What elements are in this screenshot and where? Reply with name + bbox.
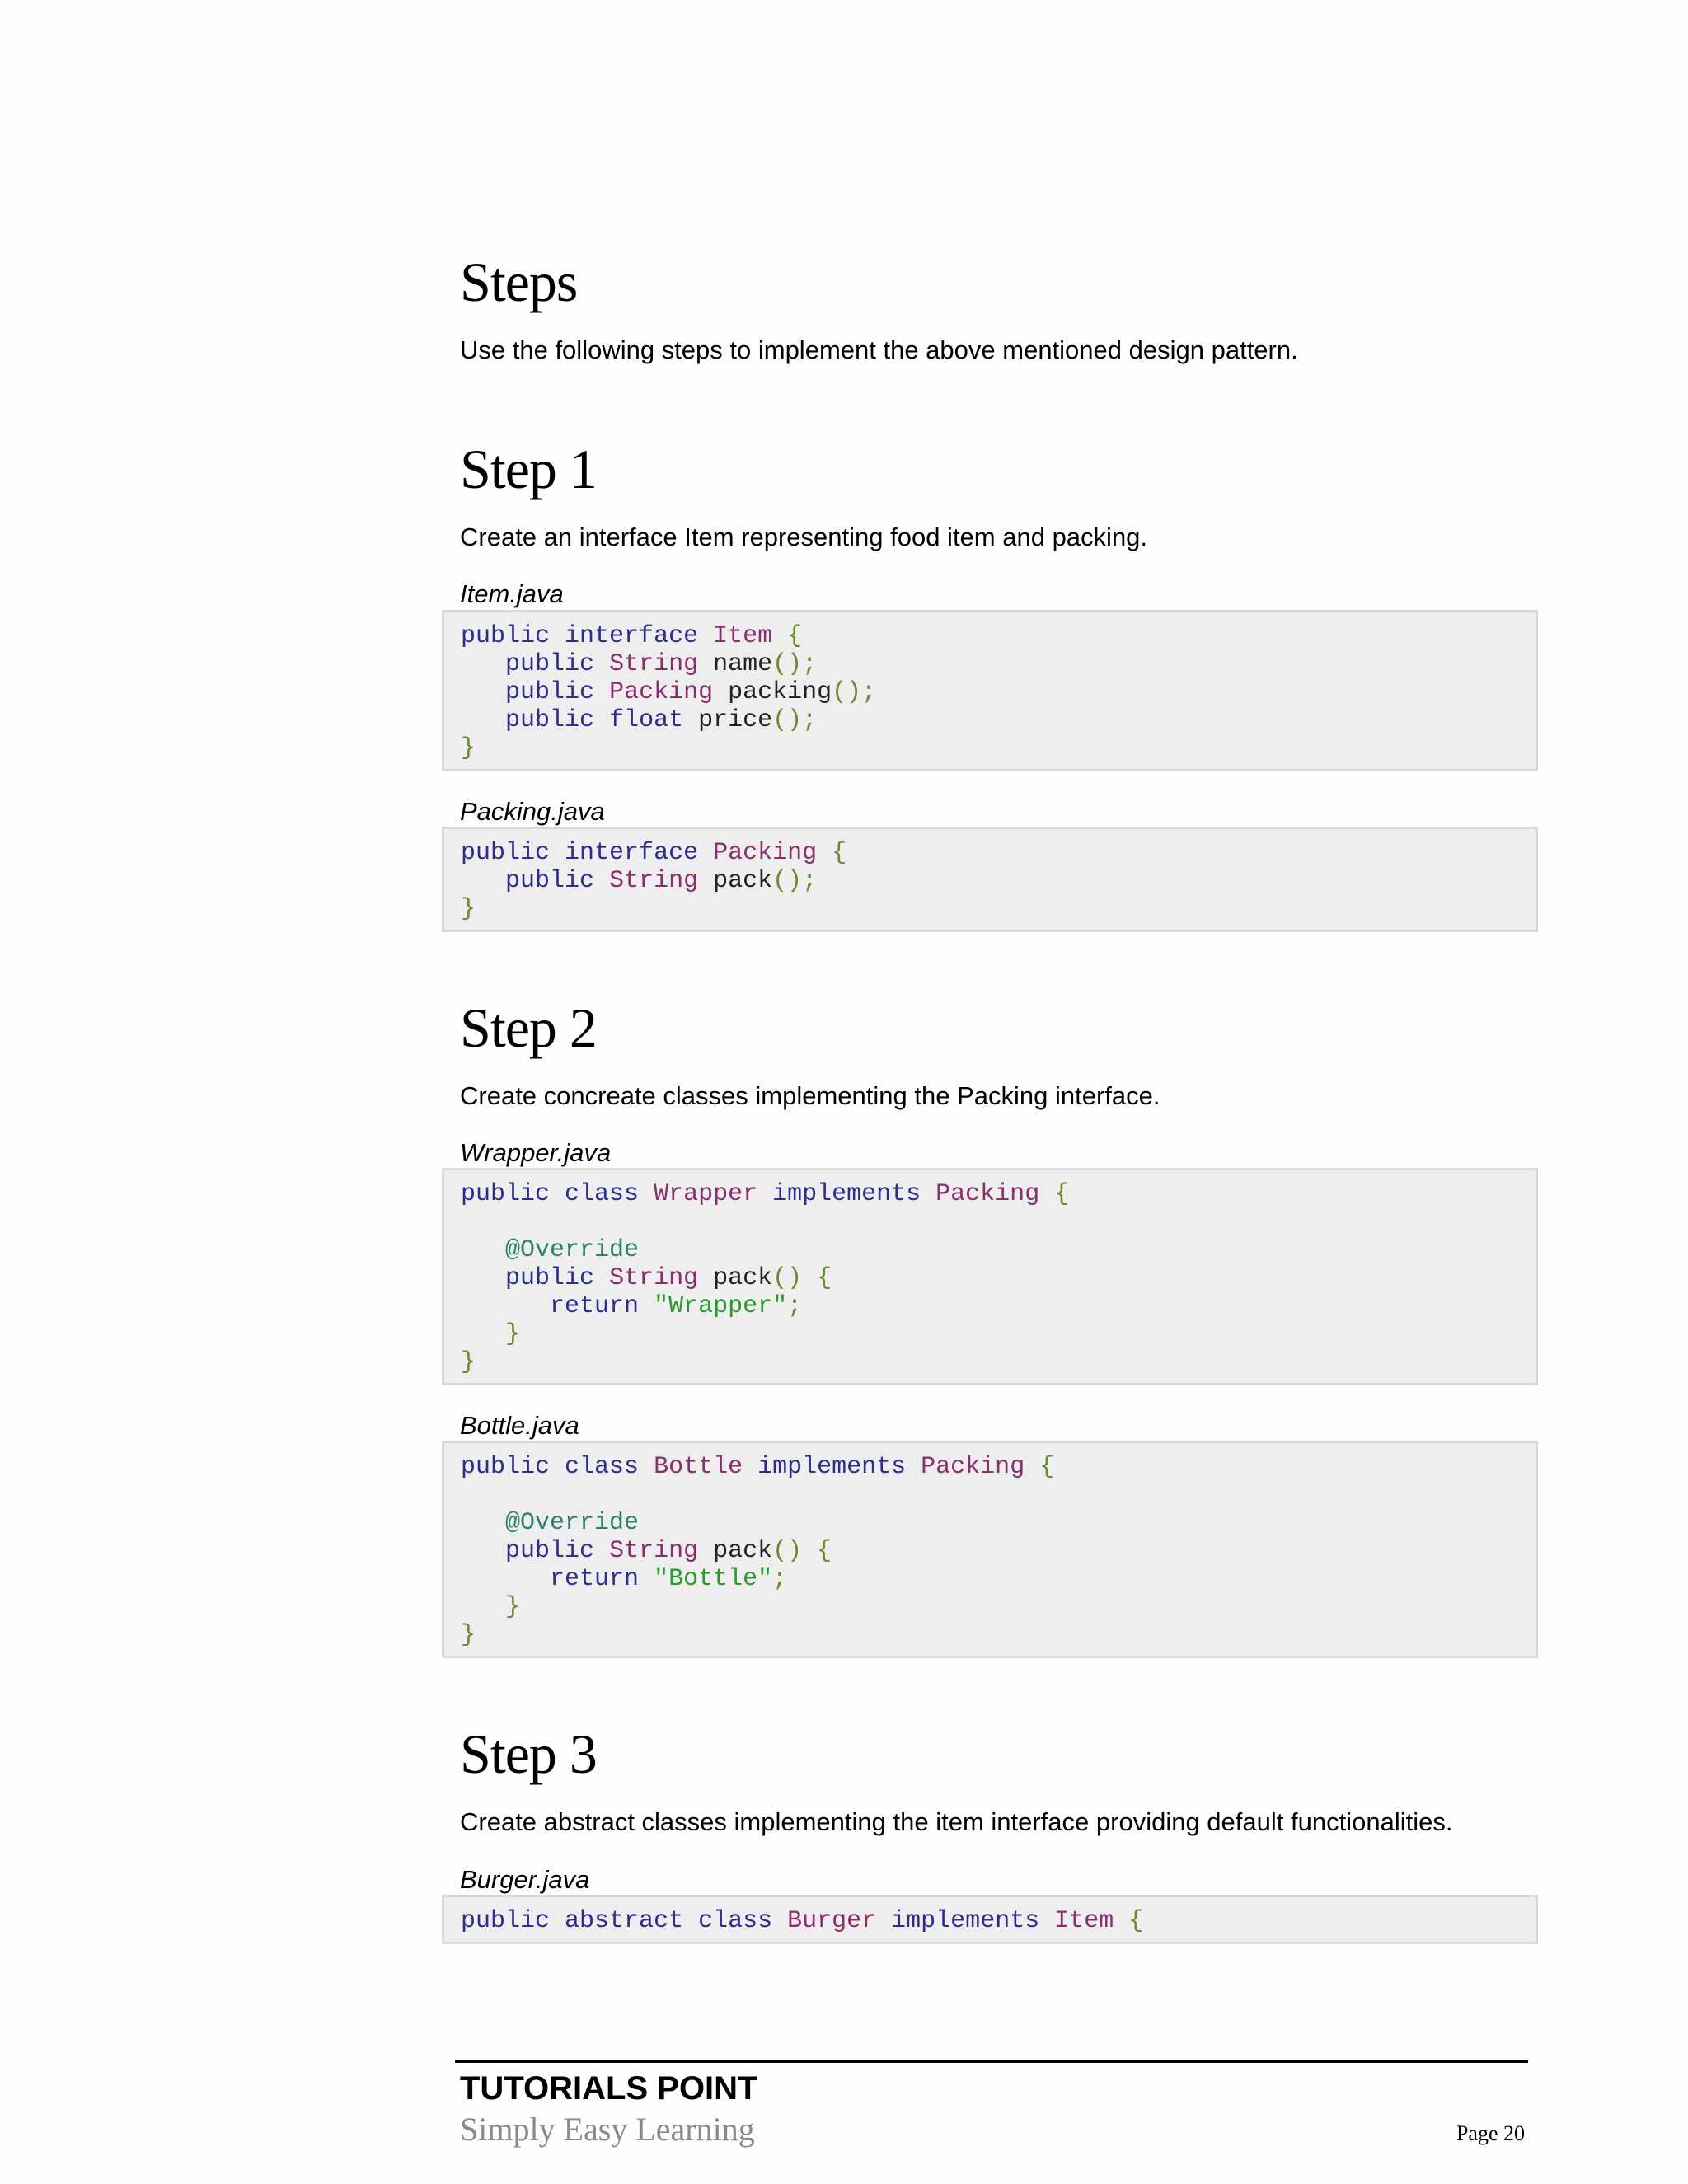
section-desc-step2: Create concreate classes implementing the Packing interface. <box>460 1080 1160 1110</box>
code-block <box>442 827 1538 932</box>
file-name: Item.java <box>460 579 564 609</box>
code-line: } <box>461 1348 476 1377</box>
section-title-step2: Step 2 <box>460 996 597 1059</box>
content <box>460 239 1540 1944</box>
code-line: public String name(); <box>505 649 818 678</box>
footer-tagline: Simply Easy Learning <box>460 2111 755 2148</box>
code-line: public String pack() { <box>505 1264 832 1293</box>
code-block <box>442 610 1538 771</box>
code-line: @Override <box>505 1236 640 1265</box>
code-line: public String pack(); <box>505 866 818 895</box>
code-line: public interface Item { <box>461 621 803 650</box>
code-line <box>461 1208 1519 1236</box>
section-desc-step1: Create an interface Item representing food item and packing. <box>460 523 1148 552</box>
code-line: } <box>461 733 476 762</box>
file-name: Wrapper.java <box>460 1137 612 1167</box>
footer-brand: TUTORIALS POINT <box>460 2070 758 2107</box>
code-line: public class Bottle implements Packing { <box>461 1453 1055 1482</box>
section-title-step3: Step 3 <box>460 1722 597 1786</box>
code-line <box>461 1481 1519 1509</box>
section-title-steps: Steps <box>460 251 578 313</box>
section-title-step1: Step 1 <box>460 438 597 501</box>
code-block <box>442 1895 1538 1944</box>
code-line: return "Bottle"; <box>550 1565 788 1594</box>
code-line: public class Wrapper implements Packing { <box>461 1180 1070 1209</box>
code-line: @Override <box>505 1509 640 1538</box>
code-line: public String pack() { <box>505 1537 832 1566</box>
code-line: public interface Packing { <box>461 838 847 867</box>
code-line: } <box>505 1320 521 1349</box>
file-name: Burger.java <box>460 1864 590 1894</box>
code-block <box>442 1441 1538 1658</box>
code-line: } <box>461 1621 476 1650</box>
code-line: return "Wrapper"; <box>550 1292 803 1321</box>
code-block <box>442 1168 1538 1385</box>
file-name: Bottle.java <box>460 1411 579 1441</box>
section-desc-step3: Create abstract classes implementing the item interface providing default functionalities. <box>460 1807 1453 1837</box>
page-number: Page 20 <box>1456 2121 1525 2145</box>
footer-divider <box>455 2060 1528 2063</box>
code-line: } <box>505 1593 521 1622</box>
code-line: public float price(); <box>505 705 818 734</box>
code-line: } <box>461 894 476 923</box>
section-desc-steps: Use the following steps to implement the above mentioned design pattern. <box>460 335 1298 364</box>
code-line: public Packing packing(); <box>505 677 877 706</box>
code-line: public abstract class Burger implements Item { <box>461 1906 1144 1935</box>
file-name: Packing.java <box>460 796 605 826</box>
